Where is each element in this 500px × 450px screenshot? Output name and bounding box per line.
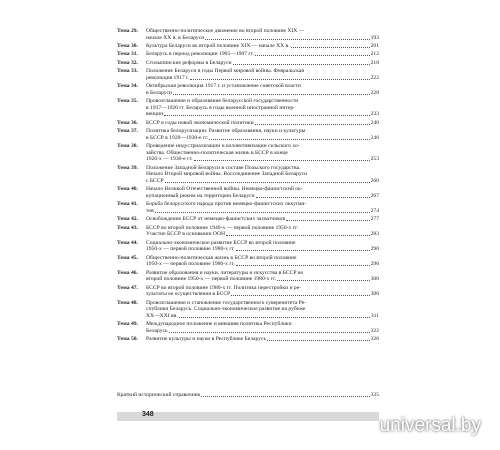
toc-entry-page: 311: [370, 313, 379, 319]
toc-entry: [117, 98, 379, 118]
toc-entry-title-lines: Проведение индустриализации и коллективизации сельского хо- зяйства. Общественно-политическая жизнь в БССР в конце: [146, 142, 300, 156]
toc-entry-page: 212: [370, 51, 379, 58]
toc-entry-page: 274: [370, 208, 379, 214]
toc-entry-title-lines: БССР во второй половине 1940-х — первой половине 1950-х гг.: [146, 224, 299, 231]
toc-entry: [117, 300, 379, 320]
toc-entry-page: 228: [370, 89, 379, 96]
toc-entry-page: 201: [370, 43, 379, 49]
toc-entry-title-last-line: с БССР: [146, 178, 164, 184]
toc-entry-page: 322: [370, 328, 379, 334]
dot-leader: [256, 197, 370, 198]
toc-entry-page: 306: [370, 291, 379, 298]
toc-entry-page: 296: [370, 261, 379, 268]
toc-entry-title-last-line: венции: [146, 111, 164, 118]
toc-entry-title-last-line: второй половине 1950-х — первой половине 1980-х гг.: [146, 276, 277, 283]
toc-entry: [117, 120, 379, 127]
toc-entry-page: 283: [370, 231, 379, 238]
toc-entry-number: Тема 45.: [117, 254, 138, 261]
toc-entry: [117, 321, 379, 334]
toc-entry: [117, 255, 379, 268]
toc-entry: [117, 143, 379, 163]
dot-leader: [194, 160, 370, 161]
toc-entry-number: Тема 35.: [117, 97, 138, 104]
toc-entry: [117, 285, 379, 298]
toc-entry-page: 218: [370, 59, 379, 66]
toc-entry-page: 240: [370, 119, 379, 126]
toc-entry-title-lines: Начало Великой Отечественной войны. Немецко-фашистский ок-: [146, 186, 303, 193]
toc-entry-page: 246: [370, 134, 379, 141]
toc-entry-number: Тема 36.: [117, 119, 138, 126]
toc-entry: [117, 201, 379, 214]
dot-leader: [201, 396, 369, 397]
toc-entry-number: Тема 32.: [117, 59, 138, 66]
dot-leader: [236, 265, 370, 266]
toc-entry: [117, 270, 379, 283]
toc-entry-number: Тема 38.: [117, 142, 138, 149]
dot-leader: [255, 55, 370, 56]
toc-entry-title-lines: БССР во второй половине 1980-х гг. Политика перестройки и ре-: [146, 284, 302, 291]
toc-entry: [117, 60, 379, 67]
toc-entry: [117, 225, 379, 238]
toc-entry-title-lines: Политика белорусизации. Развитие образования, науки и культуры: [146, 127, 306, 134]
toc-entry-title-last-line: в Беларуси: [146, 89, 173, 96]
toc-entry-number: Тема 30.: [117, 43, 138, 49]
dot-leader: [209, 139, 369, 140]
toc-entry-page: 233: [370, 111, 379, 118]
toc-entry-page: 326: [370, 336, 379, 343]
toc-entry-number: Тема 34.: [117, 82, 138, 89]
page-number: 348: [142, 411, 154, 418]
dot-leader: [291, 47, 370, 48]
toc-entry-title-lines: Провозглашение и образование белорусской государственности в 1917—1920 гг. Беларусь в годы военной иностранной интер-: [146, 97, 299, 111]
toc-entry: [117, 28, 379, 41]
toc-entry-number: Тема 44.: [117, 239, 138, 246]
toc-entry-number: Тема 50.: [117, 336, 138, 343]
toc-entry-number: Тема 43.: [117, 224, 138, 231]
toc-entry-title-lines: Положение Западной Беларуси в составе Польского государства. Начало Второй мировой войны. Воссоединение Западной Беларуси: [146, 164, 308, 178]
toc-entry-number: Тема 39.: [117, 164, 138, 171]
toc-entry: [117, 165, 379, 185]
toc-entry-number: Тема 48.: [117, 299, 138, 306]
dot-leader: [164, 115, 370, 116]
toc-entry-title-last-line: Развитие культуры и науки в Республике Беларусь: [146, 336, 267, 343]
toc-entry-title-last-line: купационный режим на территории Беларуси: [146, 193, 255, 199]
toc-entry-title-last-line: Столыпинские реформы в Беларуси: [146, 59, 232, 66]
toc-entry-title-lines: Международное положение и внешняя политика Республики: [146, 321, 292, 328]
toc-entry-page: 193: [370, 34, 379, 41]
toc-entry-number: Тема 37.: [117, 127, 138, 134]
toc-entry-title-last-line: начале XX в. в Беларуси: [146, 34, 205, 41]
dot-leader: [236, 250, 370, 251]
toc-entry-title-lines: Социально-экономическое развитие БССР во второй половине: [146, 239, 296, 246]
table-of-contents: [117, 28, 379, 345]
toc-entry-title-last-line: 1950-х — первой половине 1980-х гг.: [146, 261, 235, 268]
dot-leader: [231, 295, 369, 296]
dot-leader: [169, 332, 370, 333]
watermark-logo: universal.by: [379, 415, 481, 436]
toc-entry-title-last-line: 1920-х — 1930-е гг.: [146, 156, 193, 163]
toc-entry-number: Тема 47.: [117, 284, 138, 291]
toc-entry: [117, 83, 379, 96]
toc-entry-title-lines: Положение Беларуси в годы Первой мировой войны. Февральская: [146, 67, 304, 74]
toc-entry-number: Тема 33.: [117, 67, 138, 74]
toc-entry: [117, 51, 379, 58]
toc-entry-page: 277: [370, 216, 379, 223]
toc-entry: [117, 128, 379, 141]
dot-leader: [277, 280, 369, 281]
toc-entry-title-last-line: Освобождение БССР от немецко-фашистских захватчиков: [146, 216, 286, 223]
toc-entry: [117, 68, 379, 81]
toc-entry-page: 260: [370, 178, 379, 184]
toc-entry-number: Тема 49.: [117, 321, 138, 328]
toc-entry-title-lines: Общественно-политическая жизнь в БССР во второй половине: [146, 254, 297, 261]
dot-leader: [255, 124, 370, 125]
toc-entry-title-last-line: Беларусь в период революции 1905—1907 гг.: [146, 51, 254, 58]
toc-entry-title-last-line: революция 1917 г.: [146, 74, 190, 81]
toc-entry: [117, 216, 379, 223]
toc-entry-title-lines: Развитие образования и науки, литературы и искусства в БССР во: [146, 269, 304, 276]
toc-entry-number: Тема 41.: [117, 201, 138, 208]
toc-appendix-entry: [117, 392, 379, 399]
footer-bar: [117, 412, 379, 421]
toc-entry-number: Тема 31.: [117, 51, 138, 58]
toc-entry-number: Тема 40.: [117, 186, 138, 193]
toc-entry-number: Тема 42.: [117, 216, 138, 223]
toc-entry: [117, 240, 379, 253]
toc-entry-title-last-line: Участие БССР в основании ООН: [146, 231, 226, 238]
toc-entry-title-lines: Борьба белорусского народа против немецко-фашистских оккупан-: [146, 201, 307, 208]
toc-entry: [117, 336, 379, 343]
toc-entry-number: Тема 46.: [117, 269, 138, 276]
dot-leader: [205, 39, 369, 40]
dot-leader: [173, 94, 370, 95]
toc-entry-page: 253: [370, 156, 379, 163]
toc-entry: [117, 43, 379, 50]
dot-leader: [233, 64, 370, 65]
dot-leader: [267, 340, 370, 341]
toc-entry-title-last-line: Культура Беларуси во второй половине XIX — начале XX в.: [146, 43, 290, 49]
toc-entry: [117, 186, 379, 199]
dot-leader: [155, 212, 370, 213]
toc-entry-title-last-line: 1950-х — первой половине 1980-х гг.: [146, 246, 235, 253]
toc-entry-page: 290: [370, 246, 379, 253]
appendix-title: Краткий исторический справочник: [117, 392, 201, 398]
dot-leader: [286, 220, 370, 221]
dot-leader: [226, 235, 370, 236]
appendix-page: 335: [370, 392, 379, 398]
toc-entry-page: 222: [370, 74, 379, 81]
toc-entry-title-lines: Провозглашение и становление государственного суверенитета Ре- спублики Беларусь. Социально-экономическое развитие на рубеже: [146, 299, 307, 313]
toc-entry-title-last-line: БССР в годы новой экономической политики: [146, 119, 254, 126]
toc-entry-title-lines: Октябрьская революция 1917 г. и установление советской власти: [146, 82, 301, 89]
toc-entry-title-last-line: тов: [146, 208, 154, 214]
toc-entry-page: 267: [370, 193, 379, 199]
toc-entry-title-last-line: зультаты ее осуществления в БССР: [146, 291, 231, 298]
dot-leader: [179, 317, 370, 318]
toc-entry-title-lines: Общественно-политическое движение во второй половине XIX —: [146, 28, 305, 34]
dot-leader: [190, 79, 369, 80]
toc-entry-page: 300: [370, 276, 379, 283]
toc-entry-title-last-line: XX—XXI вв.: [146, 313, 178, 319]
dot-leader: [165, 182, 370, 183]
toc-entry-title-last-line: Беларусь: [146, 328, 168, 334]
toc-entry-title-last-line: в БССР в 1920—1930-е гг.: [146, 134, 209, 141]
toc-entry-number: Тема 29.: [117, 28, 138, 34]
